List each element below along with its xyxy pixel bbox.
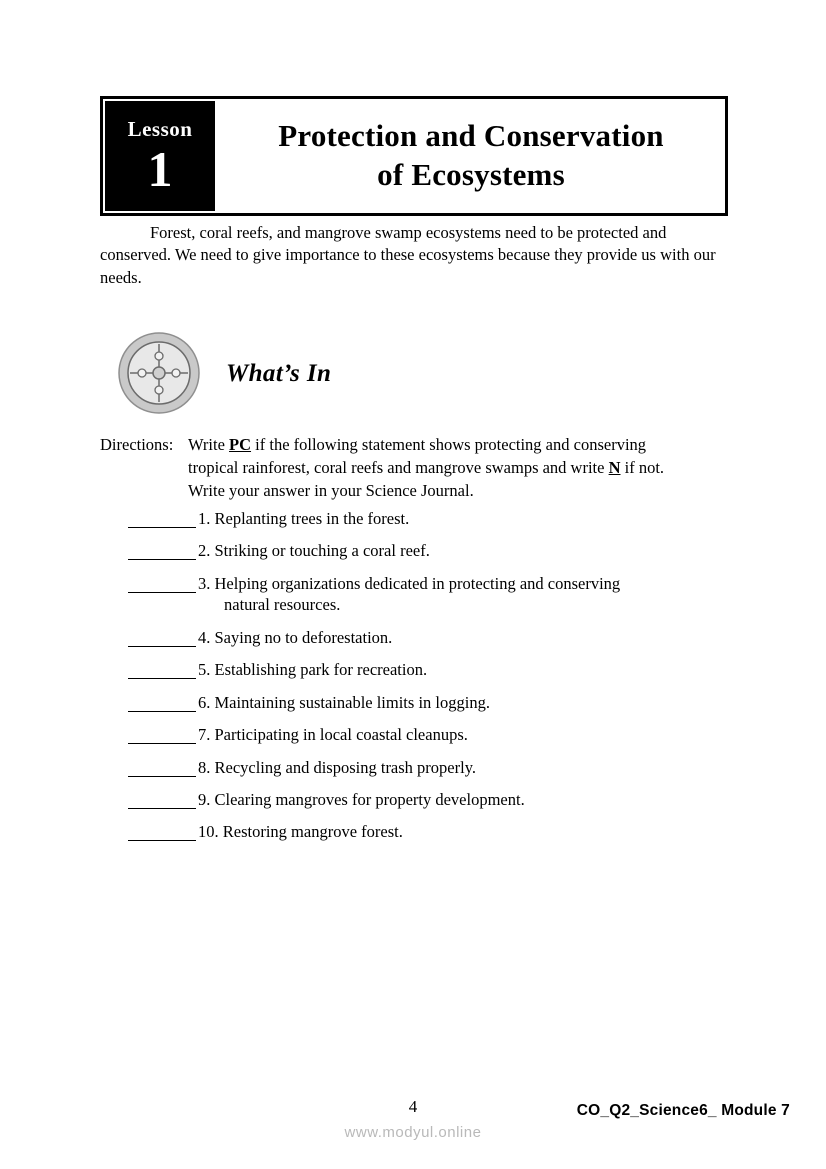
directions-line-1: [188, 434, 740, 457]
list-item-body: Clearing mangroves for property development.: [214, 789, 525, 809]
answer-blank[interactable]: [128, 728, 196, 744]
list-item-number: 6.: [198, 692, 211, 712]
list-item-text: [196, 789, 738, 810]
lesson-badge: [105, 101, 215, 211]
list-item-number: 8.: [198, 757, 211, 777]
lesson-title-line-2: of Ecosystems: [377, 157, 565, 192]
list-item-body: Maintaining sustainable limits in logging.: [214, 692, 490, 712]
whats-in-heading: What’s In: [226, 360, 332, 387]
lesson-title: [217, 99, 725, 213]
directions-code-pc: PC: [229, 435, 252, 454]
list-item-number: 10.: [198, 822, 219, 842]
module-label: CO_Q2_Science6_ Module 7: [576, 1102, 790, 1119]
list-item-text: [196, 724, 738, 745]
list-item: [128, 821, 738, 842]
answer-blank[interactable]: [128, 512, 196, 528]
list-item-number: 3.: [198, 573, 211, 593]
list-item-body: Restoring mangrove forest.: [222, 822, 403, 842]
list-item-body: Replanting trees in the forest.: [214, 509, 410, 528]
answer-blank[interactable]: [128, 696, 196, 712]
lesson-banner: [100, 96, 728, 216]
list-item: [128, 692, 738, 713]
directions-line-1-a: Write: [188, 435, 230, 454]
list-item: [128, 627, 738, 648]
directions-line-2-a: tropical rainforest, coral reefs and mangrove swamps and write: [188, 457, 609, 477]
list-item-text: [196, 821, 738, 842]
list-item-number: 5.: [198, 660, 211, 680]
list-item-body: Striking or touching a coral reef.: [214, 541, 430, 561]
directions-block: [100, 434, 740, 502]
list-item: [128, 508, 738, 529]
list-item-text: [196, 508, 738, 529]
list-item-number: 4.: [198, 627, 211, 647]
page-number: 4: [408, 1097, 418, 1116]
answer-blank[interactable]: [128, 577, 196, 593]
directions-line-2: [188, 457, 740, 480]
lesson-badge-word: Lesson: [127, 116, 193, 141]
list-item-text: [196, 573, 738, 616]
intro-paragraph: Forest, coral reefs, and mangrove swamp ecosystems need to be protected and conserved. We need to give importance to these ecosystems because they provide us with our needs.: [100, 223, 716, 287]
list-item-body: Helping organizations dedicated in protecting and conserving: [214, 573, 621, 593]
list-item-body: Saying no to deforestation.: [214, 627, 393, 647]
list-item: [128, 573, 738, 616]
directions-line-2-b: if not.: [620, 457, 665, 477]
list-item-number: 1.: [198, 509, 211, 528]
list-item-body: Establishing park for recreation.: [214, 660, 428, 680]
list-item-body: Recycling and disposing trash properly.: [214, 757, 477, 777]
watermark: www.modyul.online: [344, 1124, 482, 1141]
list-item-number: 7.: [198, 725, 211, 745]
list-item-body: Participating in local coastal cleanups.: [214, 725, 468, 745]
list-item-number: 2.: [198, 541, 211, 561]
lesson-title-line-1: Protection and Conservation: [278, 118, 664, 154]
whats-in-section: [118, 332, 518, 424]
answer-blank[interactable]: [128, 761, 196, 777]
answer-blank[interactable]: [128, 793, 196, 809]
puzzle-icon: [118, 332, 200, 414]
directions-label: Directions:: [100, 435, 174, 454]
directions-code-n: N: [608, 457, 621, 477]
directions-line-1-b: if the following statement shows protecting and conserving: [251, 435, 647, 454]
directions-line-3: Write your answer in your Science Journal.: [188, 480, 474, 500]
list-item-text: [196, 757, 738, 778]
list-item: [128, 724, 738, 745]
list-item-text: [196, 659, 738, 680]
answer-blank[interactable]: [128, 663, 196, 679]
lesson-badge-number: 1: [147, 140, 173, 197]
list-item: [128, 757, 738, 778]
answer-blank[interactable]: [128, 631, 196, 647]
question-list: [128, 508, 738, 854]
list-item-text: [196, 692, 738, 713]
list-item: [128, 540, 738, 561]
list-item: [128, 659, 738, 680]
answer-blank[interactable]: [128, 544, 196, 560]
list-item-text: [196, 627, 738, 648]
list-item-continuation: natural resources.: [224, 595, 341, 615]
list-item-text: [196, 540, 738, 561]
list-item-number: 9.: [198, 789, 211, 809]
answer-blank[interactable]: [128, 825, 196, 841]
list-item: [128, 789, 738, 810]
